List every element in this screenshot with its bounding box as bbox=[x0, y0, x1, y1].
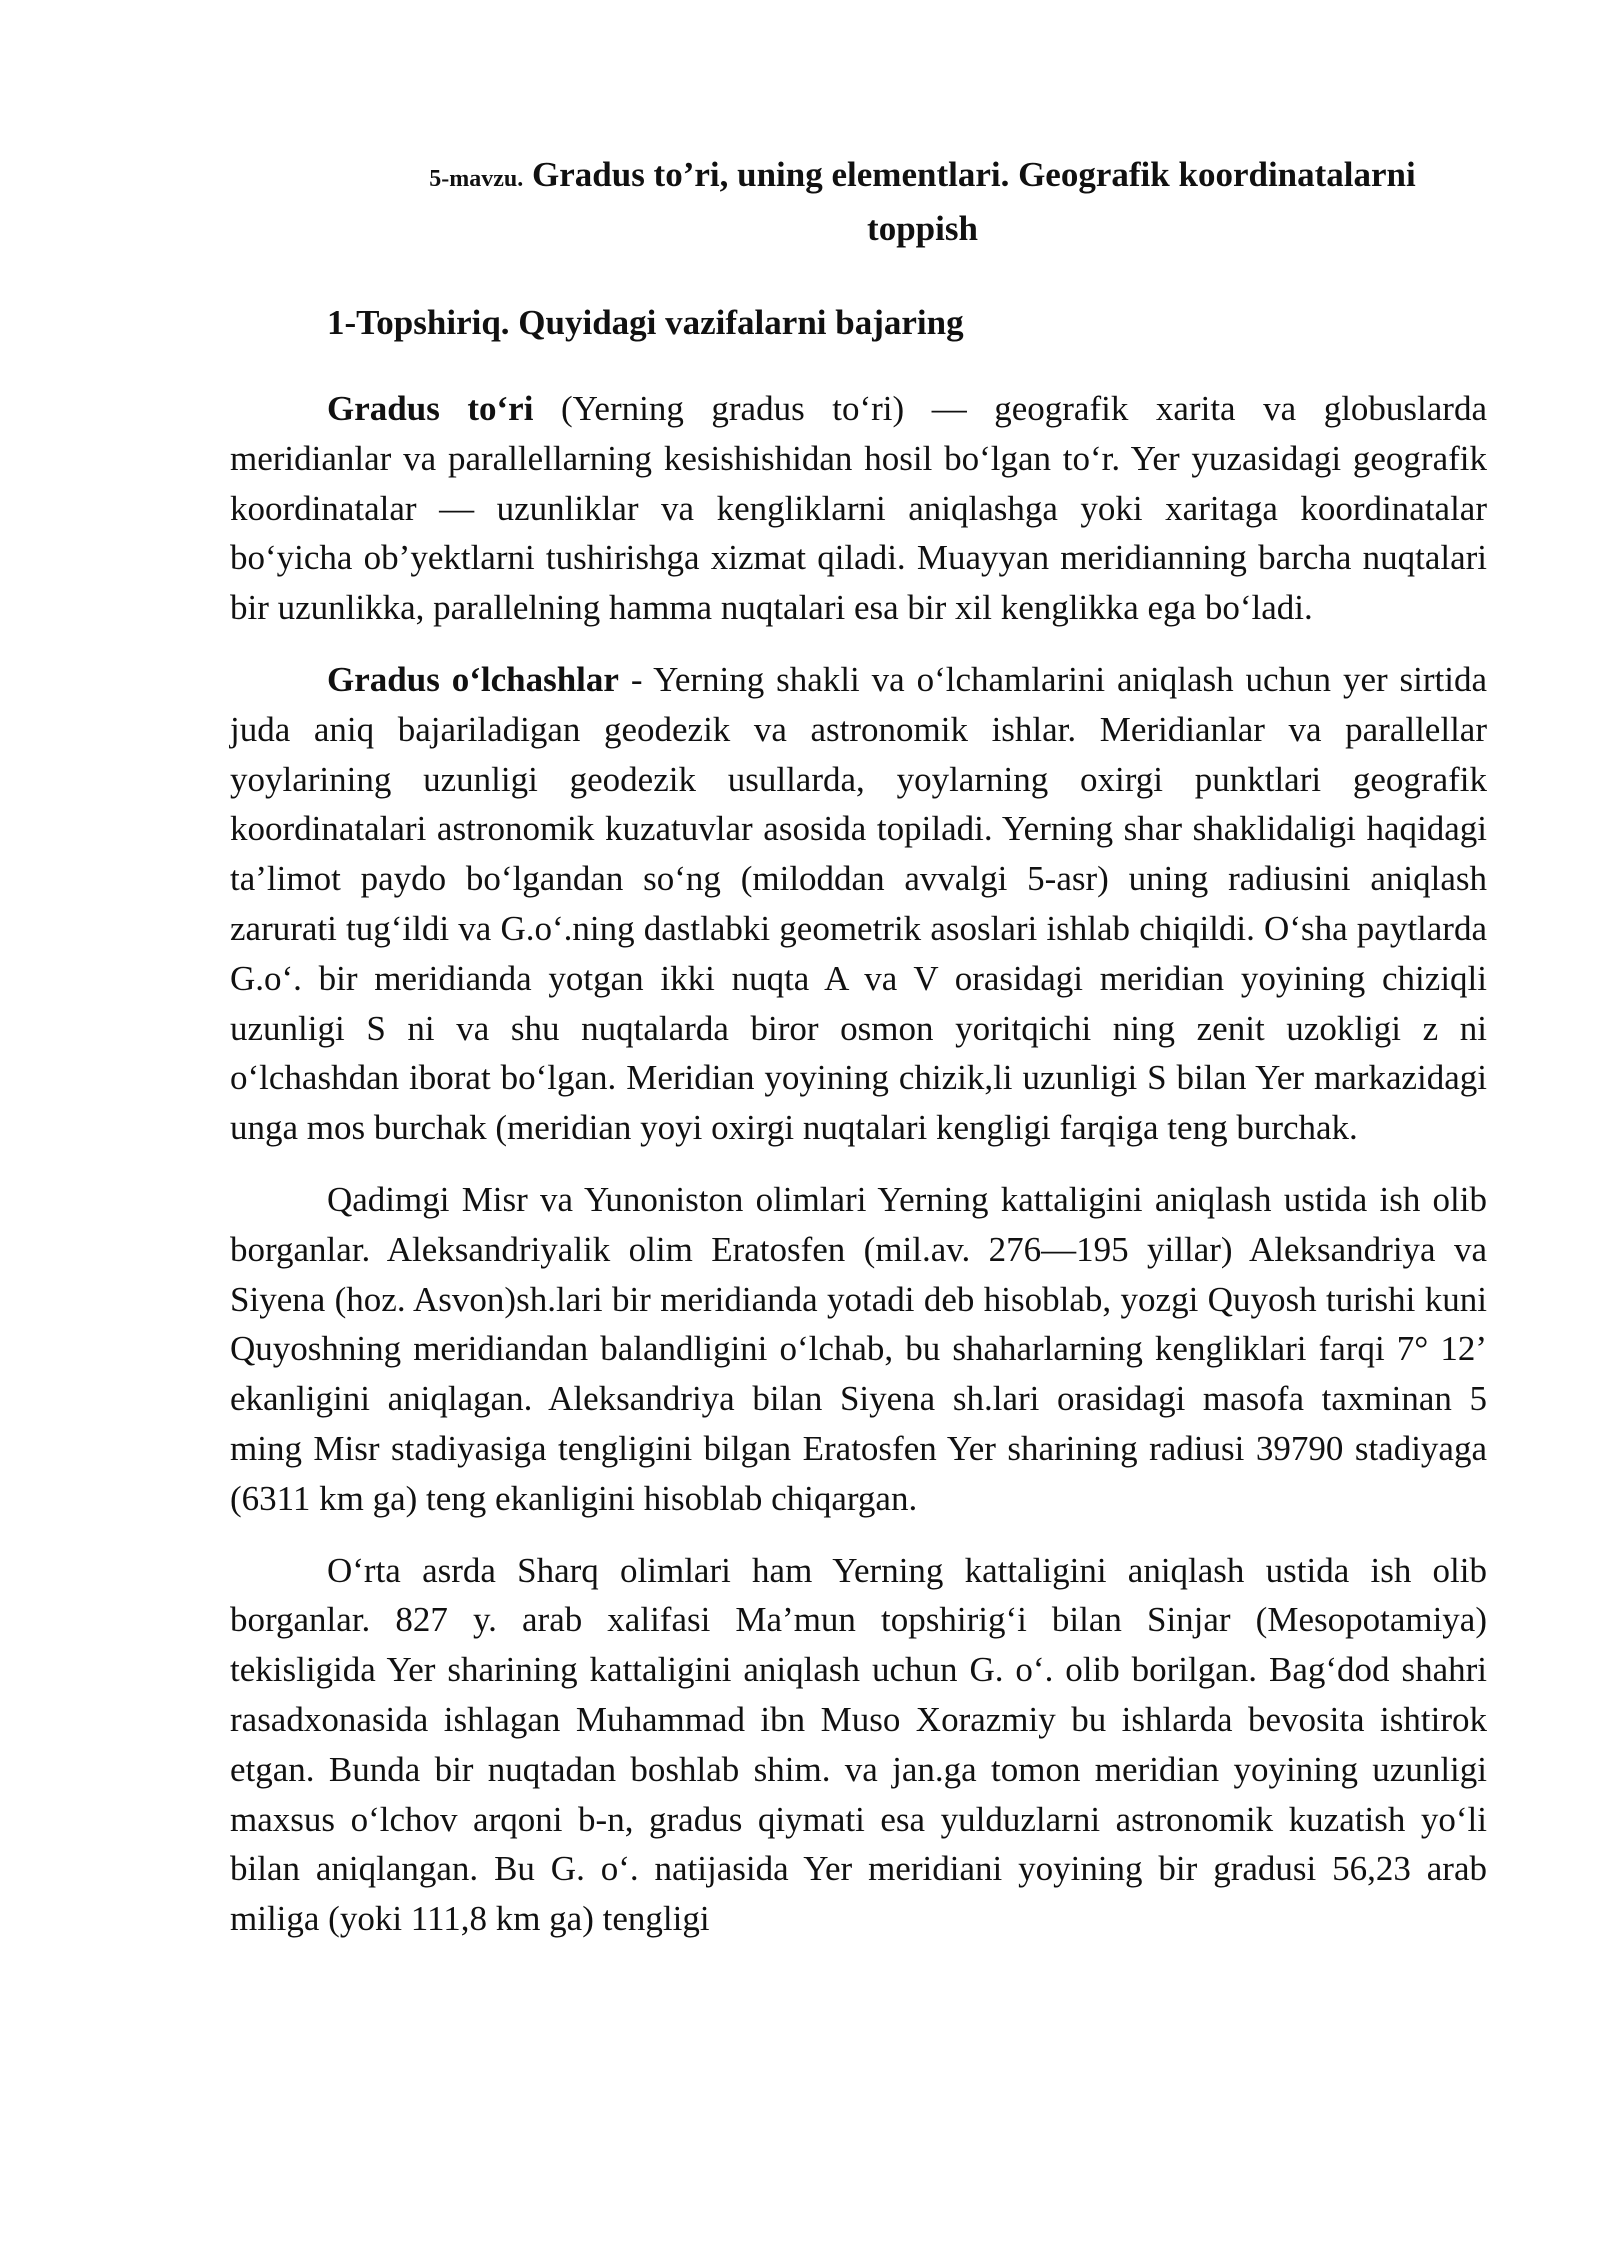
title-line-1: Gradus to’ri, uning elementlari. Geografik koordinatalarni bbox=[532, 155, 1416, 194]
topic-prefix: 5-mavzu. bbox=[429, 166, 524, 192]
paragraph-qadimgi-misr bbox=[230, 1175, 1487, 1524]
paragraph-text: O‘rta asrda Sharq olimlari ham Yerning kattaligini aniqlash ustida ish olib borganlar. 827 y. arab xalifasi Ma’mun topshirig‘i bilan Sinjar (Mesopotamiya) tekisligida Yer sharining kattaligini aniqlash uchun G. o‘. olib borilgan. Bag‘dod shahri rasadxonasida ishlagan Muhammad ibn Muso Xorazmiy bu ishlarda bevosita ishtirok etgan. Bunda bir nuqtadan boshlab shim. va jan.ga tomon meridian yoyining uzunligi maxsus o‘lchov arqoni b-n, gradus qiymati esa yulduzlarni astronomik kuzatish yo‘li bilan aniqlangan. Bu G. o‘. natijasida Yer meridiani yoyining bir gradusi 56,23 arab miliga (yoki 111,8 km ga) tengligi bbox=[230, 1550, 1487, 1939]
task-heading: 1-Topshiriq. Quyidagi vazifalarni bajaring bbox=[327, 303, 964, 342]
page-title bbox=[360, 150, 1485, 254]
paragraph-gradus-olchashlar bbox=[230, 655, 1487, 1153]
paragraph-text: Qadimgi Misr va Yunoniston olimlari Yerning kattaligini aniqlash ustida ish olib borganlar. Aleksandriyalik olim Eratosfen (mil.av. 276—195 yillar) Aleksandriya va Siyena (hoz. Asvon)sh.lari bir meridianda yotadi deb hisoblab, yozgi Quyosh turishi kuni Quyoshning meridiandan balandligini o‘lchab, bu shaharlarning kengliklari farqi 7° 12’ ekanligini aniqlagan. Aleksandriya bilan Siyena sh.lari orasidagi masofa taxminan 5 ming Misr stadiyasiga tengligini bilgan Eratosfen Yer sharining radiusi 39790 stadiyaga (6311 km ga) teng ekanligini hisoblab chiqargan. bbox=[230, 1179, 1487, 1518]
term-gradus-olchashlar: Gradus o‘lchashlar bbox=[327, 659, 619, 699]
paragraph-orta-asr bbox=[230, 1546, 1487, 1944]
paragraph-text: - Yerning shakli va o‘lchamlarini aniqlash uchun yer sirtida juda aniq bajariladigan geodezik va astronomik ishlar. Meridianlar va parallellar yoylarining uzunligi geodezik usullarda, yoylarning oxirgi punktlari geografik koordinatalari astronomik kuzatuvlar asosida topiladi. Yerning shar shaklidaligi haqidagi ta’limot paydo bo‘lgandan so‘ng (miloddan avvalgi 5-asr) uning radiusini aniqlash zarurati tug‘ildi va G.o‘.ning dastlabki geometrik asoslari ishlab chiqildi. O‘sha paytlarda G.o‘. bir meridianda yotgan ikki nuqta A va V orasidagi meridian yoyining chiziqli uzunligi S ni va shu nuqtalarda biror osmon yoritqichi ning zenit uzokligi z ni o‘lchashdan iborat bo‘lgan. Meridian yoyining chizik,li uzunligi S bilan Yer markazidagi unga mos burchak (meridian yoyi oxirgi nuqtalari kengligi farqiga teng burchak. bbox=[230, 659, 1488, 1148]
document-body bbox=[230, 384, 1487, 1966]
term-gradus-tori: Gradus to‘ri bbox=[327, 389, 534, 428]
title-line-2: toppish bbox=[867, 209, 978, 248]
paragraph-gradus-tori bbox=[230, 384, 1487, 633]
paragraph-text: (Yerning gradus to‘ri) — geografik xarita va globuslarda meridianlar va parallellarning kesishishidan hosil bo‘lgan to‘r. Yer yuzasidagi geografik koordinatalar — uzunliklar va kengliklarni aniqlashga yoki xaritaga koordinatalar bo‘yicha ob’yektlarni tushirishga xizmat qiladi. Muayyan meridianning barcha nuqtalari bir uzunlikka, parallelning hamma nuqtalari esa bir xil kenglikka ega bo‘ladi. bbox=[230, 389, 1487, 628]
